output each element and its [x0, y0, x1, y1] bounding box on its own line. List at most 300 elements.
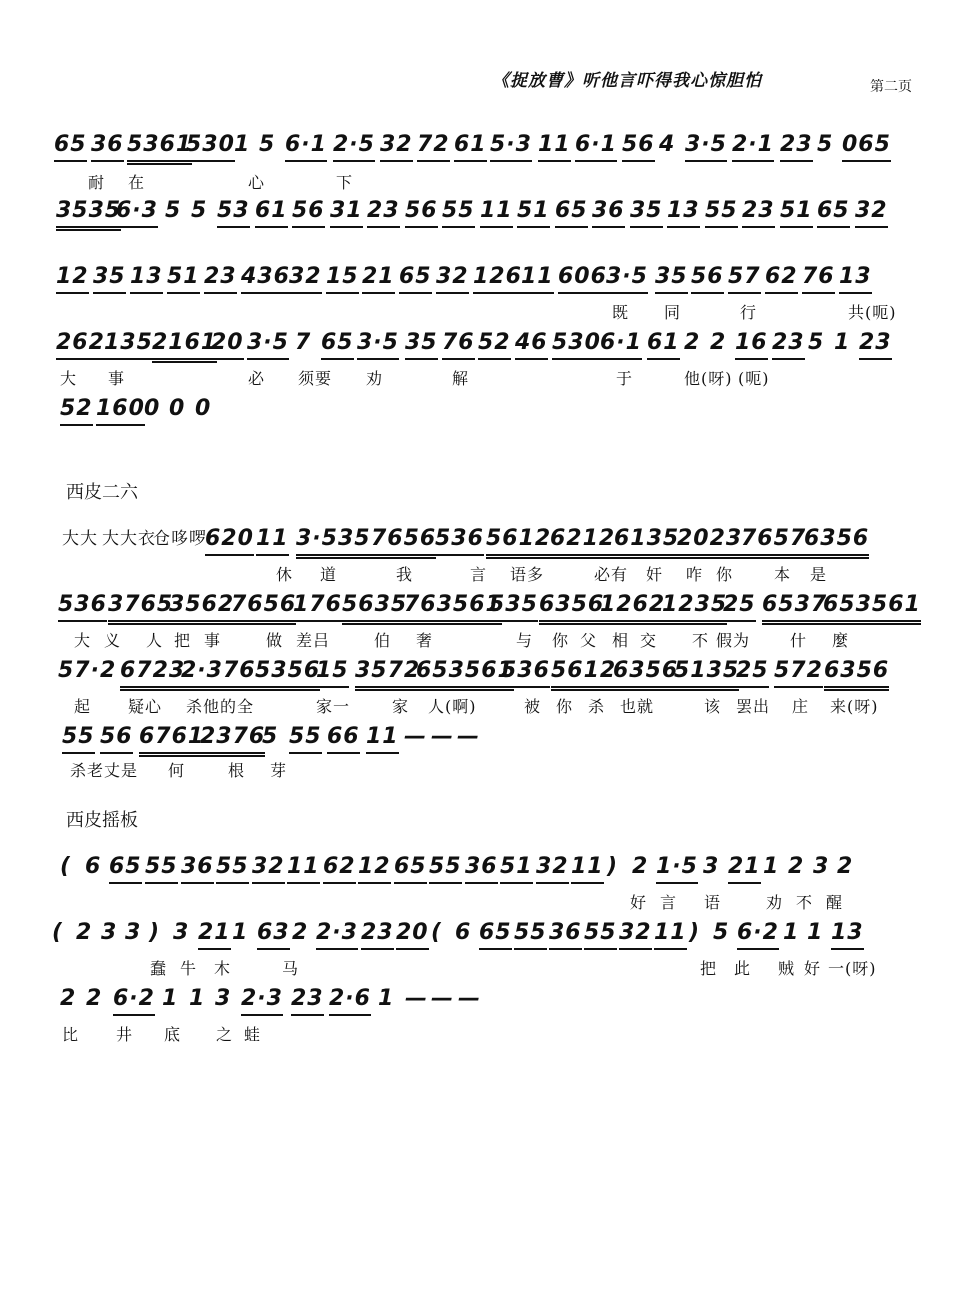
note-group: 6356: [613, 656, 678, 691]
note-group: 35: [630, 196, 663, 228]
note-group: 63: [257, 918, 290, 950]
note-group: 7656: [371, 524, 436, 559]
notation-line: [0, 394, 974, 428]
note-group: 2·3: [241, 984, 283, 1016]
note-group: 36: [592, 196, 625, 228]
note-group: 61: [647, 328, 680, 360]
note-group: 6356: [539, 590, 604, 625]
note-group: 6·1: [285, 130, 327, 162]
page-number: 第二页: [870, 79, 912, 95]
note-group: 55: [705, 196, 738, 228]
lyric-syllable: 杀: [588, 697, 606, 716]
lyric-syllable: 大: [74, 631, 92, 650]
note-group: ): [689, 920, 701, 945]
note-group: 2·1: [732, 130, 774, 162]
note-group: 32: [289, 262, 322, 294]
note-group: 6761: [139, 722, 204, 757]
note-group: 0: [144, 396, 161, 421]
note-group: 57·2: [58, 658, 117, 683]
note-group: 262: [56, 328, 105, 360]
lyric-syllable: 一(呀): [828, 959, 877, 978]
lyric-syllable: 行: [740, 303, 758, 322]
note-group: 51: [500, 852, 533, 884]
note-group: 3·5: [247, 328, 289, 360]
lyric-syllable: 何: [168, 761, 186, 780]
lyric-syllable: 被: [524, 697, 542, 716]
lyric-syllable: 与: [516, 631, 534, 650]
note-group: 13: [130, 262, 163, 294]
lyric-syllable: 芽: [270, 761, 288, 780]
note-group: 11: [538, 130, 571, 162]
note-group: 11: [256, 524, 289, 556]
note-group: ): [149, 920, 161, 945]
lyric-syllable: 此: [734, 959, 752, 978]
lyric-syllable: 不: [692, 631, 710, 650]
note-group: 6723: [120, 656, 185, 691]
note-group: 51: [167, 262, 200, 294]
lyric-syllable: 把: [174, 631, 192, 650]
note-group: (: [52, 920, 64, 945]
note-group: 5612: [486, 524, 551, 559]
notation-line: [0, 722, 974, 756]
note-group: 653561: [823, 590, 921, 625]
section-heading-xipi-ershiliu: 西皮二六: [66, 482, 138, 503]
note-group: 3·5: [357, 328, 399, 360]
lyric-syllable: 杀老丈是: [70, 761, 139, 780]
note-group: 35: [93, 262, 126, 294]
note-group: 5: [817, 132, 834, 157]
lyric-syllable: 不: [796, 893, 814, 912]
note-group: 3562: [169, 590, 234, 625]
note-group: 2·3: [316, 918, 358, 950]
note-group: 2: [60, 986, 77, 1011]
note-group: 176: [293, 590, 342, 622]
note-group: 65: [817, 196, 850, 228]
note-group: 5: [165, 198, 182, 223]
note-group: 6135: [614, 524, 679, 559]
lyric-syllable: 起: [74, 697, 92, 716]
note-group: 23: [780, 130, 813, 162]
lyric-syllable: 比: [62, 1025, 80, 1044]
lyric-syllable: 差吕: [296, 631, 331, 650]
note-group: 46: [515, 328, 548, 360]
lyric-syllable: 假为: [716, 631, 751, 650]
note-group: 6212: [550, 524, 615, 559]
lyric-syllable: 他(呀): [684, 369, 733, 388]
note-group: 436: [241, 262, 290, 294]
lyric-syllable: 心: [248, 173, 266, 192]
note-group: 23: [367, 196, 400, 228]
lyric-syllable: 你: [716, 565, 734, 584]
note-group: 23: [772, 328, 805, 360]
lyric-syllable: 下: [336, 173, 354, 192]
note-group: 36: [181, 852, 214, 884]
note-group: 32: [536, 852, 569, 884]
note-group: 6·2: [113, 984, 155, 1016]
note-group: 32: [436, 262, 469, 294]
note-group: 2023: [677, 524, 742, 559]
lyric-syllable: 在: [128, 173, 146, 192]
note-group: 仓哆啰: [153, 529, 207, 549]
note-group: 25: [736, 656, 769, 688]
lyric-syllable: 言: [660, 893, 678, 912]
lyric-syllable: 义: [104, 631, 122, 650]
note-group: 653561: [416, 656, 514, 691]
note-group: 32: [619, 918, 652, 950]
lyric-syllable: 劝: [366, 369, 384, 388]
note-group: 1·5: [656, 852, 698, 884]
lyric-syllable: 语多: [510, 565, 545, 584]
note-group: 23: [361, 918, 394, 950]
note-group: 3765: [108, 590, 173, 625]
lyric-syllable: 本: [774, 565, 792, 584]
note-group: 36: [465, 852, 498, 884]
lyric-syllable: 事: [204, 631, 222, 650]
note-group: 55: [216, 852, 249, 884]
note-group: 4: [659, 132, 676, 157]
lyric-syllable: 之: [216, 1025, 234, 1044]
lyric-syllable: 底: [164, 1025, 182, 1044]
note-group: 1: [783, 920, 800, 945]
lyric-syllable: 来(呀): [830, 697, 879, 716]
note-group: 65: [555, 196, 588, 228]
note-group: 536: [435, 524, 484, 556]
note-group: 536: [58, 590, 107, 622]
note-group: 11: [287, 852, 320, 884]
note-group: 65: [54, 130, 87, 162]
lyric-syllable: 做: [266, 631, 284, 650]
lyric-syllable: 杀他的全: [186, 697, 255, 716]
lyric-syllable: 醒: [826, 893, 844, 912]
note-group: 51: [517, 196, 550, 228]
note-group: 606: [558, 262, 607, 294]
note-group: 135: [104, 328, 153, 360]
note-group: 56: [691, 262, 724, 294]
note-group: 65: [394, 852, 427, 884]
note-group: 3·535: [296, 524, 371, 559]
note-group: 7: [295, 330, 312, 355]
note-group: 11: [654, 918, 687, 950]
note-group: 1: [834, 330, 851, 355]
lyric-syllable: 咋: [686, 565, 704, 584]
note-group: 62: [323, 852, 356, 884]
note-group: 36: [91, 130, 124, 162]
lyric-syllable: 奢: [416, 631, 434, 650]
note-group: 5: [713, 920, 730, 945]
notation-line: [0, 328, 974, 362]
lyric-syllable: 把: [700, 959, 718, 978]
note-group: 76: [442, 328, 475, 360]
note-group: 5635: [342, 590, 407, 625]
note-group: 57: [728, 262, 761, 294]
lyric-syllable: 须要: [298, 369, 333, 388]
note-group: 2: [684, 330, 701, 355]
note-group: 6·1: [600, 328, 642, 360]
note-group: 11: [571, 852, 604, 884]
note-group: 62: [765, 262, 798, 294]
lyric-syllable: 父: [580, 631, 598, 650]
lyric-syllable: 奸: [646, 565, 664, 584]
note-group: 23: [859, 328, 892, 360]
note-group: 530: [186, 130, 235, 162]
lyric-syllable: 相: [612, 631, 630, 650]
lyric-syllable: 贼: [778, 959, 796, 978]
note-group: 55: [429, 852, 462, 884]
note-group: 55: [62, 722, 95, 754]
lyric-syllable: 伯: [374, 631, 392, 650]
note-group: 21: [198, 918, 231, 950]
note-group: 2: [292, 920, 309, 945]
note-group: 12: [56, 262, 89, 294]
note-group: 065: [842, 130, 891, 162]
note-group: 1235: [662, 590, 727, 625]
note-group: 1262: [600, 590, 665, 625]
lyric-syllable: 人: [146, 631, 164, 650]
note-group: 15: [326, 262, 359, 294]
note-group: 6·1: [575, 130, 617, 162]
lyric-syllable: 家一: [316, 697, 351, 716]
lyric-syllable: 解: [452, 369, 470, 388]
lyric-syllable: 你: [556, 697, 574, 716]
note-group: 35: [405, 328, 438, 360]
lyric-syllable: 耐: [88, 173, 106, 192]
lyric-syllable: 休: [276, 565, 294, 584]
note-group: 0: [195, 396, 212, 421]
note-group: 2376: [200, 722, 265, 757]
note-group: 1: [763, 854, 780, 879]
note-group: 72: [417, 130, 450, 162]
note-group: —: [431, 986, 454, 1011]
note-group: 3535: [56, 196, 121, 231]
notation-line: [0, 590, 974, 624]
lyric-syllable: 必: [248, 369, 266, 388]
note-group: 1: [234, 132, 251, 157]
note-group: 5356: [255, 656, 320, 691]
note-group: ): [607, 854, 619, 879]
note-group: —: [458, 986, 481, 1011]
note-group: 32: [380, 130, 413, 162]
lyric-syllable: 也就: [620, 697, 655, 716]
lyric-syllable: 劝: [766, 893, 784, 912]
note-group: 5612: [551, 656, 616, 691]
note-group: 620: [205, 524, 254, 556]
note-group: 5135: [674, 656, 739, 691]
note-group: 2: [837, 854, 854, 879]
note-group: 23: [742, 196, 775, 228]
note-group: 2: [710, 330, 727, 355]
note-group: 3·5: [606, 262, 648, 294]
note-group: —: [405, 986, 428, 1011]
note-group: 535: [489, 590, 538, 622]
lyric-syllable: 疑心: [128, 697, 163, 716]
note-group: 3: [173, 920, 190, 945]
note-group: 6356: [824, 656, 889, 691]
note-group: 2: [76, 920, 93, 945]
note-group: (: [431, 920, 443, 945]
note-group: 21: [362, 262, 395, 294]
lyric-syllable: 道: [320, 565, 338, 584]
note-group: 20: [211, 328, 244, 360]
lyric-syllable: 交: [640, 631, 658, 650]
note-group: 13: [839, 262, 872, 294]
note-group: 2: [632, 854, 649, 879]
note-group: 55: [584, 918, 617, 950]
note-group: 2: [788, 854, 805, 879]
note-group: 25: [723, 590, 756, 622]
lyric-syllable: 家: [392, 697, 410, 716]
note-group: 13: [831, 918, 864, 950]
note-group: 6: [85, 854, 102, 879]
note-group: 32: [252, 852, 285, 884]
note-group: —: [431, 724, 454, 749]
note-group: 21: [728, 852, 761, 884]
note-group: 11: [480, 196, 513, 228]
note-group: 3: [125, 920, 142, 945]
note-group: 51: [780, 196, 813, 228]
lyric-syllable: 既: [612, 303, 630, 322]
note-group: 2: [86, 986, 103, 1011]
lyric-syllable: 麼: [832, 631, 850, 650]
note-group: —: [457, 724, 480, 749]
note-group: 53: [217, 196, 250, 228]
note-group: 5: [259, 132, 276, 157]
note-group: 12: [358, 852, 391, 884]
notation-line: [0, 524, 974, 558]
note-group: 56: [622, 130, 655, 162]
note-group: 530: [552, 328, 601, 360]
note-group: 61: [255, 196, 288, 228]
note-group: 1: [378, 986, 395, 1011]
notation-line: [0, 262, 974, 296]
lyric-syllable: 于: [616, 369, 634, 388]
lyric-syllable: 罢出: [736, 697, 771, 716]
note-group: 32: [855, 196, 888, 228]
note-group: 6·3: [116, 196, 158, 228]
note-group: 52: [478, 328, 511, 360]
lyric-syllable: 庄: [792, 697, 810, 716]
note-group: 55: [145, 852, 178, 884]
note-group: 160: [96, 394, 145, 426]
note-group: 5361: [127, 130, 192, 165]
note-group: 大大: [62, 529, 98, 549]
note-group: 6·2: [737, 918, 779, 950]
note-group: 66: [327, 722, 360, 754]
note-group: 536: [501, 656, 550, 688]
note-group: 56: [405, 196, 438, 228]
lyric-syllable: 木: [214, 959, 232, 978]
note-group: 13: [667, 196, 700, 228]
lyric-syllable: (呃): [738, 369, 770, 388]
note-group: 126: [473, 262, 522, 294]
lyric-syllable: 井: [116, 1025, 134, 1044]
lyric-syllable: 共(呃): [848, 303, 897, 322]
note-group: (: [60, 854, 72, 879]
note-group: 0: [169, 396, 186, 421]
note-group: 1: [162, 986, 179, 1011]
note-group: 65: [399, 262, 432, 294]
note-group: 23: [291, 984, 324, 1016]
notation-line: [0, 918, 974, 952]
lyric-syllable: 根: [228, 761, 246, 780]
lyric-syllable: 好: [804, 959, 822, 978]
note-group: 5: [808, 330, 825, 355]
note-group: 55: [442, 196, 475, 228]
note-group: 7656: [231, 590, 296, 625]
note-group: 65: [109, 852, 142, 884]
notation-line: [0, 130, 974, 164]
note-group: 23: [204, 262, 237, 294]
note-group: 5: [262, 724, 279, 749]
notation-line: [0, 656, 974, 690]
note-group: 1: [807, 920, 824, 945]
note-group: 572: [774, 656, 823, 688]
lyric-syllable: 事: [108, 369, 126, 388]
lyric-syllable: 你: [552, 631, 570, 650]
note-group: 55: [289, 722, 322, 754]
lyric-syllable: 什: [790, 631, 808, 650]
note-group: 1: [189, 986, 206, 1011]
lyric-syllable: 人(啊): [428, 697, 477, 716]
lyric-syllable: 语: [704, 893, 722, 912]
note-group: 55: [514, 918, 547, 950]
note-group: 3: [813, 854, 830, 879]
page-title: 《捉放曹》听他言吓得我心惊胆怕: [492, 71, 762, 91]
note-group: 65: [321, 328, 354, 360]
note-group: 61: [454, 130, 487, 162]
lyric-syllable: 言: [470, 565, 488, 584]
note-group: 763561: [404, 590, 502, 625]
notation-line: [0, 852, 974, 886]
note-group: 20: [396, 918, 429, 950]
note-group: 2·5: [333, 130, 375, 162]
note-group: 65: [479, 918, 512, 950]
note-group: 35: [655, 262, 688, 294]
note-group: 52: [60, 394, 93, 426]
lyric-syllable: 蛙: [244, 1025, 262, 1044]
note-group: 3: [703, 854, 720, 879]
note-group: —: [404, 724, 427, 749]
note-group: 3·5: [685, 130, 727, 162]
note-group: 7657: [741, 524, 806, 559]
lyric-syllable: 必有: [594, 565, 629, 584]
note-group: 3: [101, 920, 118, 945]
note-group: 6537: [762, 590, 827, 625]
note-group: 56: [292, 196, 325, 228]
lyric-syllable: 马: [282, 959, 300, 978]
lyric-syllable: 好: [630, 893, 648, 912]
lyric-syllable: 我: [396, 565, 414, 584]
lyric-syllable: 该: [704, 697, 722, 716]
note-group: 76: [802, 262, 835, 294]
note-group: 11: [521, 262, 554, 294]
note-group: 5·3: [490, 130, 532, 162]
note-group: 大大衣: [102, 529, 156, 549]
lyric-syllable: 同: [664, 303, 682, 322]
lyric-syllable: 是: [810, 565, 828, 584]
lyric-syllable: 大: [60, 369, 78, 388]
section-heading-xipi-yaoban: 西皮摇板: [66, 810, 138, 831]
notation-line: [0, 196, 974, 230]
note-group: 5: [191, 198, 208, 223]
note-group: 3: [215, 986, 232, 1011]
notation-line: [0, 984, 974, 1018]
note-group: 2·376: [181, 656, 256, 691]
note-group: 56: [100, 722, 133, 754]
note-group: 2161: [152, 328, 217, 363]
note-group: 1: [232, 920, 249, 945]
note-group: 3572: [355, 656, 420, 691]
note-group: 15: [316, 656, 349, 688]
